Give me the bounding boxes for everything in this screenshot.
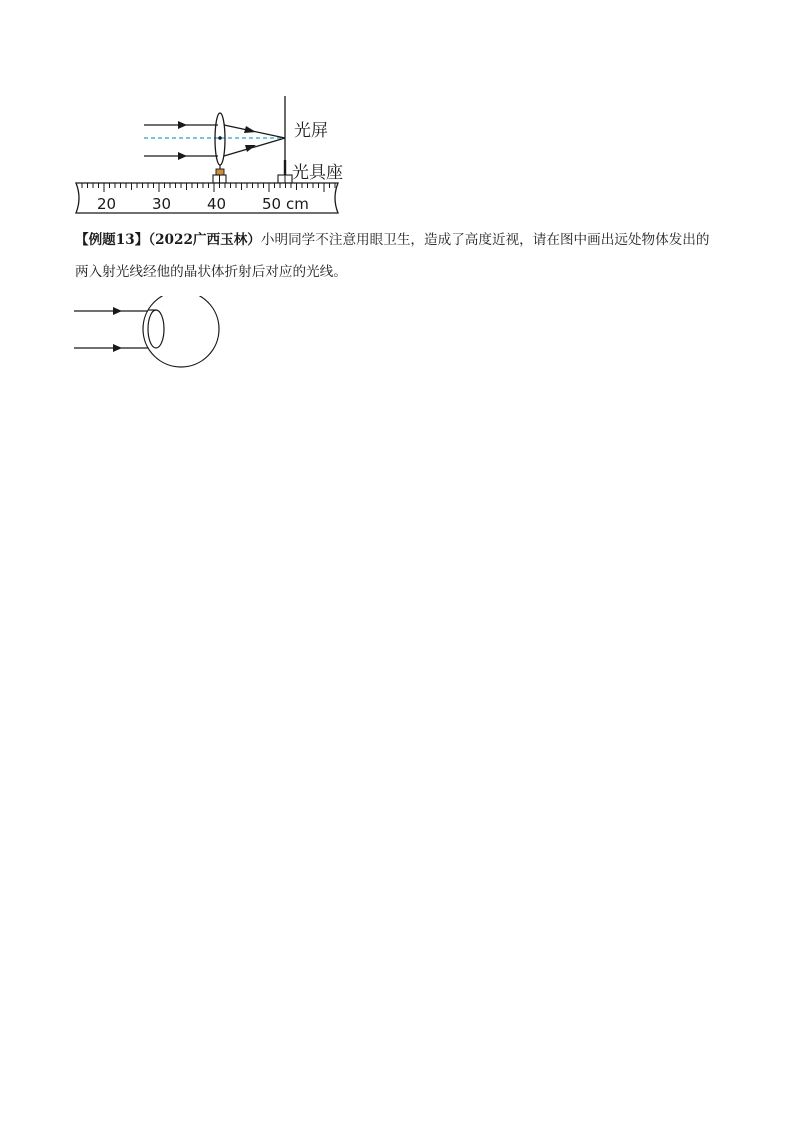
ruler-label-40: 40	[207, 195, 227, 213]
incoming-ray-bottom-arrow	[113, 344, 122, 352]
optical-center	[218, 136, 222, 140]
question-text-line-1: 小明同学不注意用眼卫生，造成了高度近视，请在图中画出远处物体发出的	[260, 232, 710, 248]
eye-diagram	[66, 296, 236, 380]
question-text-line-2: 两入射光线经他的晶状体折射后对应的光线。	[75, 264, 347, 280]
ray-arrow-top	[178, 121, 187, 129]
example-source: （2022广西玉林）	[148, 232, 261, 248]
optics-bench-figure	[66, 90, 376, 220]
example-question-line-1	[75, 234, 735, 248]
example-tag: 例题13	[88, 232, 135, 248]
ruler-unit: cm	[286, 195, 309, 213]
optical-bench-label: 光具座	[292, 163, 343, 183]
optics-bench-diagram	[66, 90, 376, 220]
ruler-label-20: 20	[97, 195, 117, 213]
example-bracket-close: 】	[134, 232, 149, 248]
lens-holder-knob	[216, 169, 224, 175]
refracted-arrow-bottom	[245, 145, 256, 152]
ruler-label-50: 50	[262, 195, 282, 213]
crystalline-lens	[148, 310, 164, 348]
example-question-line-2	[75, 266, 735, 280]
light-screen-label: 光屏	[294, 121, 328, 141]
eyeball	[143, 296, 219, 367]
eye-diagram-figure	[66, 296, 236, 380]
incoming-ray-top-arrow	[113, 307, 122, 315]
ruler-label-30: 30	[152, 195, 172, 213]
example-bracket-open: 【	[75, 232, 89, 248]
refracted-ray-bottom	[224, 138, 285, 156]
ray-arrow-bottom	[178, 152, 187, 160]
refracted-arrow-top	[244, 126, 256, 133]
